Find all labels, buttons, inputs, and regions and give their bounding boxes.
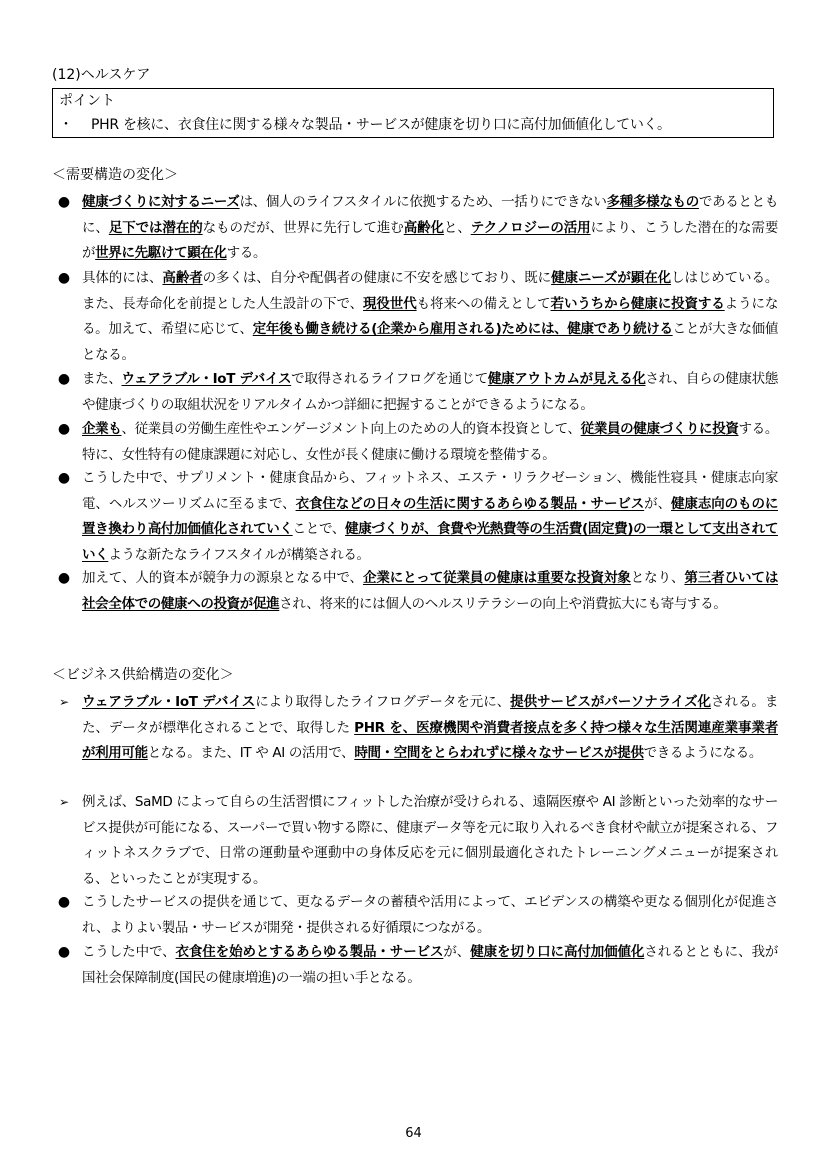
emphasis-text: 衣食住などの日々の生活に関するあらゆる製品・サービス: [295, 495, 645, 512]
body-text: により取得したライフログデータを元に、: [255, 694, 511, 710]
emphasis-text: 時間・空間をとらわれずに様々なサービスが提供: [354, 745, 644, 761]
body-text: が、: [644, 495, 671, 512]
business-paragraph-4: [52, 940, 778, 991]
business-paragraph-2: [52, 790, 778, 892]
body-text: されるとともに、我が国社会保障制度(国民の健康増進)の一端の担い手となる。: [82, 944, 779, 986]
emphasis-text: 従業員の健康づくりに投資: [580, 421, 739, 437]
bullet-marker: ●: [57, 194, 71, 210]
emphasis-text: ウェアラブル・IoT デバイス: [121, 371, 292, 387]
body-text: ようになる。加えて、希望に応じて、: [82, 295, 779, 337]
paragraph-text: [82, 690, 778, 767]
point-label: ポイント: [59, 93, 115, 109]
body-text: され、自らの健康状態や健康づくりの取組状況をリアルタイムかつ詳細に把握することができるようになる。: [82, 371, 778, 413]
demand-paragraph-4: [52, 417, 778, 468]
emphasis-text: 定年後も働き続ける(企業から雇用される)ためには、健康であり続ける: [252, 321, 673, 337]
point-box: [52, 88, 774, 138]
body-text: する。: [226, 245, 267, 261]
paragraph-text: [82, 466, 778, 568]
demand-paragraph-3: [52, 367, 778, 418]
page-number: 64: [405, 1126, 422, 1141]
paragraph-text: [82, 790, 778, 892]
bullet-marker: ●: [57, 894, 71, 910]
emphasis-text: 企業にとって従業員の健康は重要な投資対象: [362, 570, 631, 586]
paragraph-text: [82, 940, 778, 991]
body-text: しはじめている。また、長寿命化を前提とした人生設計の下で、: [82, 270, 779, 312]
body-text: は、個人のライフスタイルに依拠するため、一括りにできない: [239, 194, 607, 210]
section-title: (12)ヘルスケア: [52, 67, 151, 83]
emphasis-text: 現役世代: [363, 295, 417, 312]
paragraph-text: [82, 417, 778, 468]
body-text: ことで、: [292, 521, 346, 537]
paragraph-text: [82, 566, 778, 617]
emphasis-text: 若いうちから健康に投資する: [550, 295, 725, 312]
body-text: で取得されるライフログを通じて: [291, 371, 488, 387]
emphasis-text: PHR を、医療機関や消費者接点を多く持つ様々な生活関連産業事業者が利用可能: [82, 719, 778, 761]
demand-paragraph-5: [52, 466, 778, 568]
emphasis-text: 健康づくりに対するニーズ: [82, 194, 240, 210]
point-text: PHR を核に、衣食住に関する様々な製品・サービスが健康を切り口に高付加価値化していく。: [91, 117, 671, 133]
emphasis-text: 健康ニーズが顕在化: [551, 270, 672, 286]
body-text: できるようになる。: [643, 745, 762, 761]
bullet-marker: ●: [57, 570, 71, 586]
paragraph-text: [82, 367, 778, 418]
emphasis-text: 企業も: [82, 421, 122, 437]
body-text: 具体的には、: [82, 270, 163, 286]
body-text: となる。また、IT や AI の活用で、: [147, 745, 355, 761]
arrow-marker: ➢: [58, 695, 70, 709]
paragraph-text: [82, 266, 778, 368]
body-text: により、こうした潜在的な需要が: [82, 219, 778, 261]
business-paragraph-1: [52, 690, 778, 767]
body-text: こうした中で、サプリメント・健康食品から、フィットネス、エステ・リラクゼーション、機能性寝具・健康志向家電、ヘルスツーリズムに至るまで、: [82, 470, 778, 512]
emphasis-text: 健康志向のものに置き換わり高付加価値化されていく: [82, 495, 778, 537]
demand-section-title: ＜需要構造の変化＞: [52, 167, 178, 183]
body-text: と、: [443, 219, 471, 236]
emphasis-text: 高齢化: [403, 219, 444, 236]
bullet-marker: ●: [57, 371, 71, 387]
body-text: こうした中で、: [82, 944, 176, 960]
bullet-marker: ●: [57, 270, 71, 286]
body-text: も将来への備えとして: [416, 295, 551, 312]
body-text: の多くは、自分や配偶者の健康に不安を感じており、既に: [202, 270, 552, 286]
bullet-marker: ●: [57, 470, 71, 486]
emphasis-text: 健康を切り口に高付加価値化: [470, 944, 645, 960]
emphasis-text: 健康づくりが、食費や光熱費等の生活費(固定費)の一環として支出されていく: [82, 521, 778, 563]
arrow-marker: ➢: [58, 795, 70, 809]
body-text: なものだが、世界に先行して進む: [202, 219, 404, 236]
body-text: される。また、データが標準化されることで、取得した: [82, 694, 779, 736]
demand-paragraph-6: [52, 566, 778, 617]
body-text: 例えば、SaMD によって自らの生活習慣にフィットした治療が受けられる、遠隔医療や AI 診断といった効率的なサービス提供が可能になる、スーパーで買い物する際に、健康データ等を元に取り入れるべき食材や献立が提案される、フィットネスクラブで、日常の運動量や運動中の身体反応を元に個別最適化されたトレーニングメニューが提案される、といったことが実現する。: [82, 794, 778, 887]
business-section-title: ＜ビジネス供給構造の変化＞: [52, 667, 234, 683]
body-text: となり、: [630, 570, 685, 586]
paragraph-text: [82, 890, 778, 941]
emphasis-text: 世界に先駆けて顕在化: [95, 245, 227, 261]
demand-paragraph-1: [52, 190, 778, 267]
body-text: 、従業員の労働生産性やエンゲージメント向上のための人的資本投資として、: [121, 421, 581, 437]
business-paragraph-3: [52, 890, 778, 941]
emphasis-text: 健康アウトカムが見える化: [487, 371, 646, 387]
body-text: され、将来的には個人のヘルスリテラシーの向上や消費拡大にも寄与する。: [279, 595, 727, 612]
emphasis-text: 高齢者: [162, 270, 203, 286]
body-text: であるとともに、: [82, 194, 779, 236]
bullet-marker: ●: [57, 421, 71, 437]
body-text: ような新たなライフスタイルが構築される。: [108, 546, 370, 563]
bullet-marker: ●: [57, 944, 71, 960]
emphasis-text: 足下では潜在的: [108, 219, 203, 236]
emphasis-text: テクノロジーの活用: [470, 219, 591, 236]
body-text: 加えて、人的資本が競争力の源泉となる中で、: [82, 570, 363, 586]
emphasis-text: 多種多様なもの: [606, 194, 699, 210]
body-text: する。特に、女性特有の健康課題に対応し、女性が長く健康に働ける環境を整備する。: [82, 421, 778, 463]
body-text: が、: [443, 944, 471, 960]
point-bullet: ・: [59, 117, 73, 133]
emphasis-text: ウェアラブル・IoT デバイス: [82, 694, 256, 710]
paragraph-text: [82, 190, 778, 267]
body-text: また、: [82, 371, 122, 387]
emphasis-text: 衣食住を始めとするあらゆる製品・サービス: [175, 944, 444, 960]
body-text: ことが大きな価値となる。: [82, 321, 778, 363]
body-text: こうしたサービスの提供を通じて、更なるデータの蓄積や活用によって、エビデンスの構築や更なる個別化が促進され、よりよい製品・サービスが開発・提供される好循環につながる。: [82, 894, 778, 936]
emphasis-text: 提供サービスがパーソナライズ化: [510, 694, 712, 710]
demand-paragraph-2: [52, 266, 778, 368]
emphasis-text: 第三者ひいては社会全体での健康への投資が促進: [82, 570, 778, 612]
